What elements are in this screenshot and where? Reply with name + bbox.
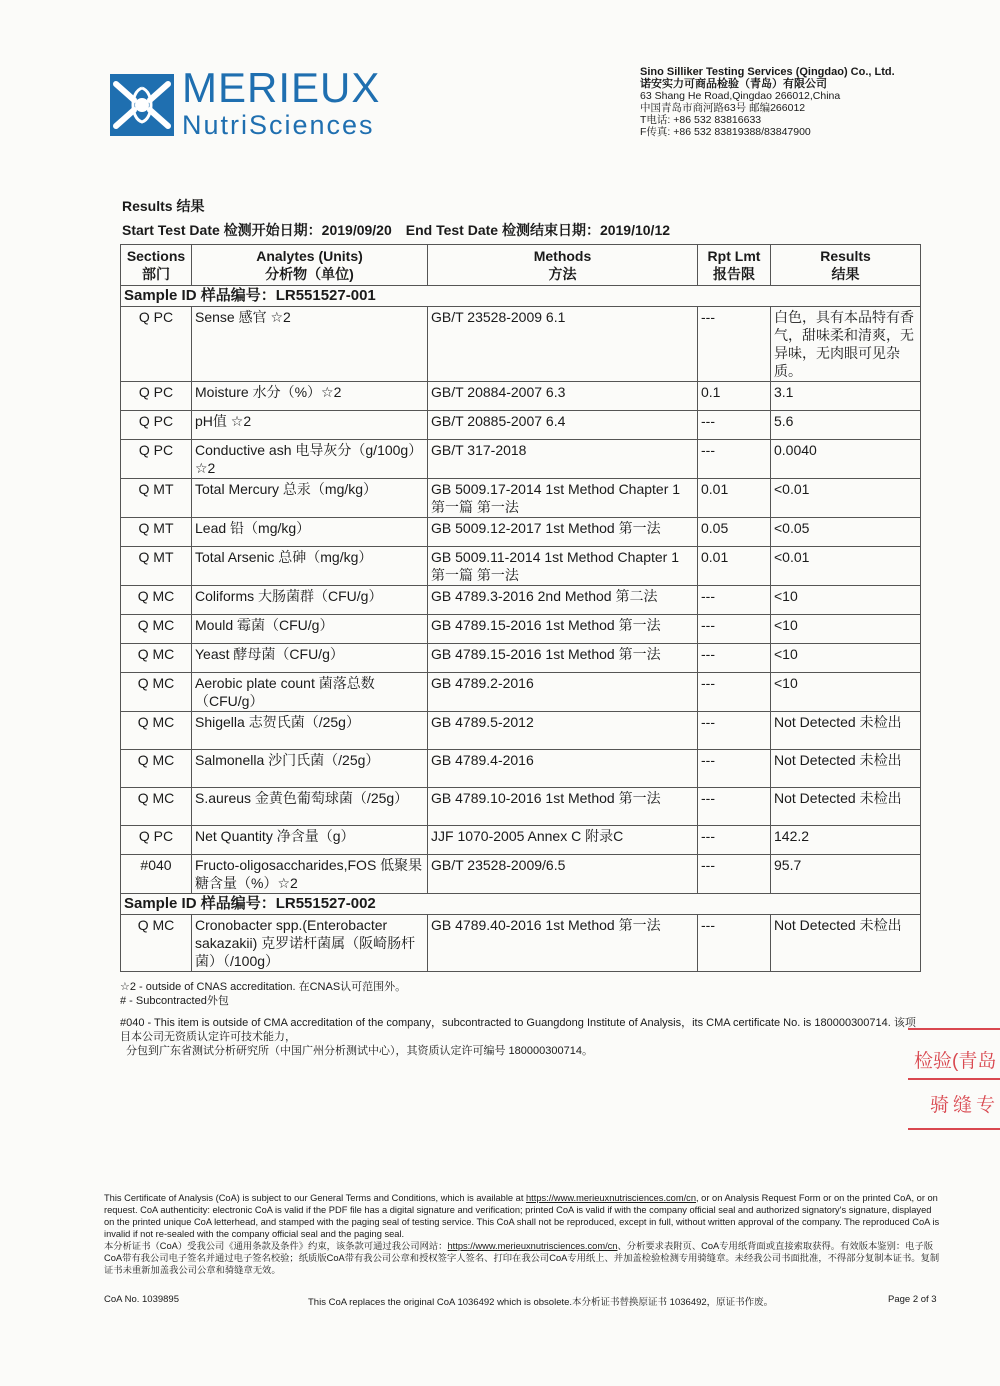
method-cell: GB 4789.2-2016 [428, 673, 698, 712]
table-row [121, 382, 921, 411]
result-cell: <0.05 [771, 518, 921, 547]
test-dates [122, 220, 670, 240]
analyte-cell: Net Quantity 净含量（g） [192, 826, 428, 855]
result-cell: <10 [771, 615, 921, 644]
table-row [121, 440, 921, 479]
note-040-cn: 分包到广东省测试分析研究所（中国广州分析测试中心），其资质认定许可编号 180000300714。 [126, 1045, 593, 1057]
table-row [121, 915, 921, 972]
method-cell: GB 4789.15-2016 1st Method 第一法 [428, 615, 698, 644]
analyte-cell: Total Arsenic 总砷（mg/kg） [192, 547, 428, 586]
section-cell: Q MC [121, 915, 192, 972]
paging-seal [908, 1028, 1000, 1128]
note-subcontracted: # - Subcontracted外包 [120, 995, 229, 1007]
rpt-lmt-cell: --- [698, 915, 771, 972]
method-cell: GB 4789.40-2016 1st Method 第一法 [428, 915, 698, 972]
address-en: 63 Shang He Road,Qingdao 266012,China [640, 90, 841, 102]
sample-id-row [121, 286, 921, 307]
result-cell: 0.0040 [771, 440, 921, 479]
start-date-label: Start Test Date 检测开始日期： [122, 222, 322, 238]
rpt-lmt-cell: --- [698, 615, 771, 644]
header-analytes: Analytes (Units) 分析物（单位) [192, 245, 428, 286]
sample-1-body [121, 286, 921, 894]
table-row [121, 307, 921, 382]
header-results: Results 结果 [771, 245, 921, 286]
disclaimer-en: This Certificate of Analysis (CoA) is subject to our General Terms and Conditions, which is available at https://www.merieuxnutrisciences.com/cn, or on Analysis Request Form or on the printed CoA, or on request. CoA authenticity: electronic CoA is valid if the PDF file has a digital signature and verification; printed CoA is valid if with the company official seal and authorized signatory's signature, displayed on the printed unique CoA letterhead, and stamped with the paging seal of testing service. This CoA shall not be reproduced, except in full, without written approval of the company. The reproduced CoA is invalid if not re-sealed with the company official seal and the paging seal. [104, 1193, 940, 1239]
result-cell: <0.01 [771, 479, 921, 518]
note-cnas: ☆2 - outside of CNAS accreditation. 在CNAS认可范围外。 [120, 981, 407, 993]
sample-id-row [121, 894, 921, 915]
rpt-lmt-cell: --- [698, 411, 771, 440]
table-row [121, 855, 921, 894]
result-cell: Not Detected 未检出 [771, 750, 921, 788]
method-cell: GB 4789.15-2016 1st Method 第一法 [428, 644, 698, 673]
rpt-lmt-cell: --- [698, 855, 771, 894]
logo-text-merieux: MERIEUX [182, 64, 381, 111]
section-cell: Q MC [121, 615, 192, 644]
notes [120, 980, 920, 1058]
table-row [121, 615, 921, 644]
method-cell: GB 5009.12-2017 1st Method 第一法 [428, 518, 698, 547]
rpt-lmt-cell: --- [698, 586, 771, 615]
rpt-lmt-cell: 0.01 [698, 547, 771, 586]
analyte-cell: Salmonella 沙门氏菌（/25g） [192, 750, 428, 788]
section-cell: Q MT [121, 479, 192, 518]
table-row [121, 826, 921, 855]
end-date: 2019/10/12 [599, 222, 671, 238]
rpt-lmt-cell: --- [698, 440, 771, 479]
logo-text-nutrisciences: NutriSciences [182, 110, 375, 140]
result-cell: 3.1 [771, 382, 921, 411]
rpt-lmt-cell: 0.01 [698, 479, 771, 518]
start-date: 2019/09/20 [321, 222, 392, 238]
section-cell: Q MC [121, 750, 192, 788]
method-cell: GB 4789.5-2012 [428, 712, 698, 750]
header-methods: Methods 方法 [428, 245, 698, 286]
results-heading: Results 结果 [122, 198, 205, 214]
section-cell: Q MC [121, 673, 192, 712]
method-cell: JJF 1070-2005 Annex C 附录C [428, 826, 698, 855]
result-cell: Not Detected 未检出 [771, 712, 921, 750]
merieux-logo-icon [110, 74, 174, 136]
terms-link-cn[interactable]: https://www.merieuxnutrisciences.com/cn [447, 1241, 618, 1251]
address-cn: 中国青岛市商河路63号 邮编266012 [640, 102, 806, 114]
sample-2-body [121, 894, 921, 972]
section-cell: Q MT [121, 547, 192, 586]
terms-link[interactable]: https://www.merieuxnutrisciences.com/cn [526, 1193, 697, 1203]
table-row [121, 411, 921, 440]
table-row [121, 712, 921, 750]
method-cell: GB/T 20884-2007 6.3 [428, 382, 698, 411]
section-cell: Q MC [121, 644, 192, 673]
section-cell: Q MT [121, 518, 192, 547]
section-cell: Q PC [121, 826, 192, 855]
result-cell: Not Detected 未检出 [771, 915, 921, 972]
table-row [121, 518, 921, 547]
page-number: Page 2 of 3 [888, 1294, 937, 1305]
analyte-cell: Mould 霉菌（CFU/g） [192, 615, 428, 644]
method-cell: GB 5009.17-2014 1st Method Chapter 1 第一篇 第一法 [428, 479, 698, 518]
rpt-lmt-cell: --- [698, 750, 771, 788]
result-cell: Not Detected 未检出 [771, 788, 921, 826]
analyte-cell: Lead 铅（mg/kg） [192, 518, 428, 547]
coa-replacement-note: This CoA replaces the original CoA 1036492 which is obsolete.本分析证书替换原证书 1036492，原证书作废。 [308, 1297, 774, 1308]
analyte-cell: Conductive ash 电导灰分（g/100g）☆2 [192, 440, 428, 479]
table-row [121, 750, 921, 788]
table-row [121, 547, 921, 586]
table-row [121, 788, 921, 826]
table-row [121, 586, 921, 615]
section-cell: Q MC [121, 788, 192, 826]
rpt-lmt-cell: --- [698, 307, 771, 382]
result-cell: 白色，具有本品特有香气，甜味柔和清爽，无异味，无肉眼可见杂质。 [771, 307, 921, 382]
disclaimer [104, 1192, 940, 1276]
method-cell: GB 5009.11-2014 1st Method Chapter 1 第一篇 第一法 [428, 547, 698, 586]
table-header-row [121, 245, 921, 286]
table-row [121, 479, 921, 518]
section-cell: #040 [121, 855, 192, 894]
rpt-lmt-cell: 0.1 [698, 382, 771, 411]
analyte-cell: Sense 感官 ☆2 [192, 307, 428, 382]
analyte-cell: Fructo-oligosaccharides,FOS 低聚果糖含量（%）☆2 [192, 855, 428, 894]
result-cell: 95.7 [771, 855, 921, 894]
analyte-cell: Cronobacter spp.(Enterobacter sakazakii) 克罗诺杆菌属（阪崎肠杆菌）（/100g） [192, 915, 428, 972]
section-cell: Q PC [121, 307, 192, 382]
analyte-cell: S.aureus 金黄色葡萄球菌（/25g） [192, 788, 428, 826]
header-rpt-lmt: Rpt Lmt 报告限 [698, 245, 771, 286]
table-row [121, 673, 921, 712]
method-cell: GB 4789.10-2016 1st Method 第一法 [428, 788, 698, 826]
analyte-cell: Yeast 酵母菌（CFU/g） [192, 644, 428, 673]
section-cell: Q MC [121, 712, 192, 750]
merieux-logo [110, 64, 410, 142]
result-cell: <10 [771, 673, 921, 712]
end-date-label: End Test Date 检测结束日期： [405, 222, 600, 238]
telephone: T电话: +86 532 83816633 [640, 114, 762, 126]
result-cell: <0.01 [771, 547, 921, 586]
seal-text-2: 骑缝专 [930, 1095, 1000, 1116]
result-cell: 142.2 [771, 826, 921, 855]
sample-id-1: Sample ID 样品编号：LR551527-001 [121, 286, 921, 307]
rpt-lmt-cell: 0.05 [698, 518, 771, 547]
analyte-cell: Shigella 志贺氏菌（/25g） [192, 712, 428, 750]
coa-number: CoA No. 1039895 [104, 1294, 180, 1305]
company-info [640, 66, 940, 138]
note-040: #040 - This item is outside of CMA accreditation of the company，subcontracted to Guangdong Institute of Analysis，its CMA certificate No. is 180000300714. 该项目本公司无资质认定许可技术能力， [120, 1017, 916, 1043]
method-cell: GB 4789.3-2016 2nd Method 第二法 [428, 586, 698, 615]
method-cell: GB/T 20885-2007 6.4 [428, 411, 698, 440]
rpt-lmt-cell: --- [698, 644, 771, 673]
table-row [121, 644, 921, 673]
rpt-lmt-cell: --- [698, 826, 771, 855]
method-cell: GB 4789.4-2016 [428, 750, 698, 788]
method-cell: GB/T 317-2018 [428, 440, 698, 479]
analyte-cell: pH值 ☆2 [192, 411, 428, 440]
results-table [120, 244, 921, 972]
result-cell: <10 [771, 644, 921, 673]
section-cell: Q PC [121, 440, 192, 479]
disclaimer-cn: 本分析证书（CoA）受我公司《通用条款及条件》约束，该条款可通过我公司网站：https://www.merieuxnutrisciences.com/cn、分析要求表附页、CoA专用纸背面或直接索取获得。有效版本鉴别：电子版CoA带有我公司电子签名并通过电子签名校验；纸质版CoA带有我公司公章和授权签字人签名、打印在我公司CoA专用纸上、并加盖检验检测专用骑缝章。未经我公司书面批准，不得部分复制本证书。复制证书未重新加盖我公司公章和骑缝章无效。 [104, 1241, 940, 1275]
result-cell: 5.6 [771, 411, 921, 440]
section-cell: Q PC [121, 411, 192, 440]
analyte-cell: Total Mercury 总汞（mg/kg） [192, 479, 428, 518]
analyte-cell: Coliforms 大肠菌群（CFU/g） [192, 586, 428, 615]
sample-id-2: Sample ID 样品编号：LR551527-002 [121, 894, 921, 915]
result-cell: <10 [771, 586, 921, 615]
rpt-lmt-cell: --- [698, 712, 771, 750]
analyte-cell: Moisture 水分（%）☆2 [192, 382, 428, 411]
section-cell: Q MC [121, 586, 192, 615]
company-name-en: Sino Silliker Testing Services (Qingdao) Co., Ltd. [640, 66, 895, 78]
rpt-lmt-cell: --- [698, 673, 771, 712]
section-cell: Q PC [121, 382, 192, 411]
method-cell: GB/T 23528-2009 6.1 [428, 307, 698, 382]
company-name-cn: 诺安实力可商品检验（青岛）有限公司 [640, 78, 827, 90]
analyte-cell: Aerobic plate count 菌落总数（CFU/g） [192, 673, 428, 712]
rpt-lmt-cell: --- [698, 788, 771, 826]
method-cell: GB/T 23528-2009/6.5 [428, 855, 698, 894]
fax: F传真: +86 532 83819388/83847900 [640, 126, 811, 138]
header-sections: Sections 部门 [121, 245, 192, 286]
seal-text-1: 检验(青岛 [914, 1051, 997, 1072]
